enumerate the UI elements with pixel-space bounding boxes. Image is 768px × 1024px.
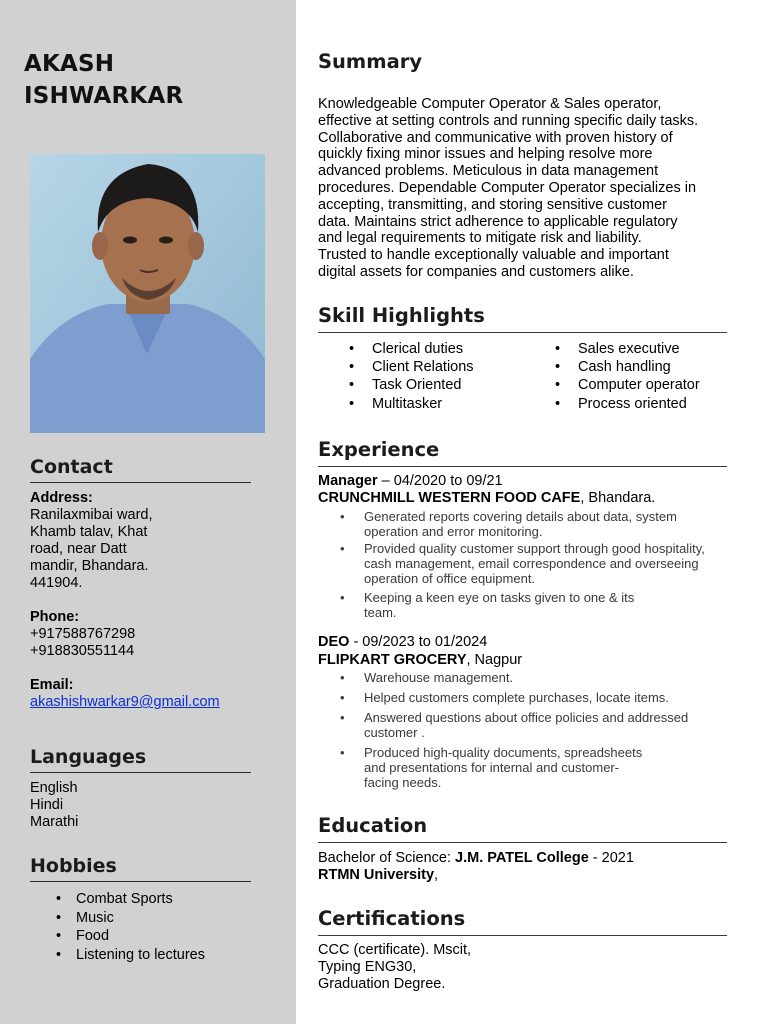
job-bullets [340, 670, 725, 790]
experience-heading: Experience [318, 437, 727, 467]
skill-item: • Client Relations [349, 358, 474, 376]
university-name: RTMN University [318, 866, 435, 883]
address-line: mandir, Bhandara. [30, 558, 149, 574]
address-line: Ranilaxmibai ward, [30, 507, 153, 523]
bullet-line: • Answered questions about office policies and addressed [364, 710, 689, 725]
job-title: Manager [318, 473, 378, 489]
bullet-line: customer . [364, 725, 425, 740]
summary-line: accepting, transmitting, and storing sensitive customer [318, 196, 667, 213]
summary-line: Trusted to handle exceptionally valuable and important [318, 247, 669, 264]
summary-line: and legal requirements to mitigate risk and liability. [318, 230, 642, 247]
certification-line: Graduation Degree. [318, 975, 446, 992]
summary-line: quickly fixing minor issues and helping resolve more [318, 146, 653, 163]
graduation-year: - 2021 [588, 850, 634, 866]
skill-item: • Multitasker [349, 395, 474, 413]
bullet-line: cash management, email correspondence and overseeing [364, 556, 699, 571]
language-item: Marathi [30, 814, 79, 830]
university-line [318, 867, 730, 884]
bullet-line: • Generated reports covering details about data, system [364, 509, 677, 524]
job-company-line [318, 490, 655, 507]
company-location: , Nagpur [466, 652, 523, 668]
company-name: CRUNCHMILL WESTERN FOOD CAFE [318, 490, 581, 506]
bullet-line: operation of office equipment. [364, 571, 536, 586]
job-title: DEO [318, 634, 350, 650]
bullet-line: • Keeping a keen eye on tasks given to one & its [364, 590, 635, 605]
phone-label: Phone: [30, 609, 80, 625]
summary-line: advanced problems. Meticulous in data management [318, 163, 659, 180]
skill-item: • Task Oriented [349, 376, 474, 394]
job-dates: - 09/2023 to 01/2024 [349, 634, 488, 650]
address-line: road, near Datt [30, 541, 127, 557]
skills-list-right [555, 340, 700, 413]
skills-heading: Skill Highlights [318, 303, 727, 333]
skill-item: • Computer operator [555, 376, 700, 394]
summary-line: procedures. Dependable Computer Operator specializes in [318, 179, 697, 196]
bullet-line: team. [364, 605, 397, 620]
language-item: English [30, 780, 78, 796]
hobby-item: • Combat Sports [56, 890, 205, 909]
hobbies-heading: Hobbies [30, 854, 251, 882]
contact-heading: Contact [30, 455, 251, 483]
university-suffix: , [434, 866, 439, 883]
phone-number: +917588767298 [30, 626, 136, 642]
job-title-line [318, 634, 487, 651]
certifications-list [318, 942, 730, 992]
first-name: AKASH [24, 51, 115, 77]
company-name: FLIPKART GROCERY [318, 652, 467, 668]
bullet-line: operation and error monitoring. [364, 524, 543, 539]
job-bullet [340, 590, 725, 620]
skill-item: • Clerical duties [349, 340, 474, 358]
profile-photo [30, 154, 265, 433]
language-item: Hindi [30, 797, 64, 813]
college-name: J.M. PATEL College [455, 850, 589, 866]
phone-block [30, 609, 265, 660]
company-location: , Bhandara. [580, 490, 656, 506]
last-name: ISHWARKAR [24, 83, 184, 109]
bullet-line: • Provided quality customer support through good hospitality, [364, 541, 705, 556]
hobby-item: • Music [56, 909, 205, 928]
email-label: Email: [30, 677, 74, 693]
certification-line: CCC (certificate). Mscit, [318, 942, 472, 958]
job-bullet [340, 509, 725, 539]
job-bullet [340, 541, 725, 586]
job-bullet [340, 745, 725, 790]
address-block [30, 490, 265, 592]
education-heading: Education [318, 813, 727, 843]
address-label: Address: [30, 490, 93, 506]
job-bullet [340, 710, 725, 740]
job-company-line [318, 652, 522, 669]
skill-item: • Cash handling [555, 358, 700, 376]
education-block [318, 850, 730, 884]
summary-heading: Summary [318, 50, 423, 73]
skill-item: • Sales executive [555, 340, 700, 358]
job-dates: – 04/2020 to 09/21 [377, 473, 503, 489]
job-bullets [340, 509, 725, 620]
job-bullet [340, 670, 725, 685]
candidate-name [24, 48, 183, 112]
bullet-line: • Produced high-quality documents, spreadsheets [364, 745, 643, 760]
address-line: Khamb talav, Khat [30, 524, 148, 540]
summary-line: Collaborative and communicative with proven history of [318, 129, 673, 146]
degree-line [318, 850, 730, 867]
hobby-item: • Listening to lectures [56, 946, 205, 965]
skill-item: • Process oriented [555, 395, 700, 413]
phone-number: +918830551144 [30, 643, 135, 659]
bullet-line: and presentations for internal and customer- [364, 760, 620, 775]
skills-list-left [349, 340, 474, 413]
languages-list [30, 780, 265, 831]
summary-paragraph [318, 96, 730, 281]
email-link[interactable]: akashishwarkar9@gmail.com [30, 694, 220, 710]
job-title-line [318, 473, 503, 490]
summary-line: Knowledgeable Computer Operator & Sales operator, [318, 96, 662, 112]
job-bullet [340, 690, 725, 705]
address-line: 441904. [30, 575, 83, 591]
portrait-image [30, 154, 265, 433]
bullet-line: facing needs. [364, 775, 442, 790]
degree: Bachelor of Science: [318, 850, 456, 866]
summary-line: effective at setting controls and running specific daily tasks. [318, 112, 699, 129]
email-block [30, 677, 265, 711]
hobbies-list [56, 890, 205, 964]
summary-line: data. Maintains strict adherence to applicable regulatory [318, 213, 678, 230]
bullet-line: • Helped customers complete purchases, locate items. [364, 690, 669, 705]
languages-heading: Languages [30, 745, 251, 773]
summary-line: digital assets for companies and customers alike. [318, 263, 634, 280]
hobby-item: • Food [56, 927, 205, 946]
certifications-heading: Certifications [318, 906, 727, 936]
bullet-line: • Warehouse management. [364, 670, 514, 685]
certification-line: Typing ENG30, [318, 958, 417, 975]
